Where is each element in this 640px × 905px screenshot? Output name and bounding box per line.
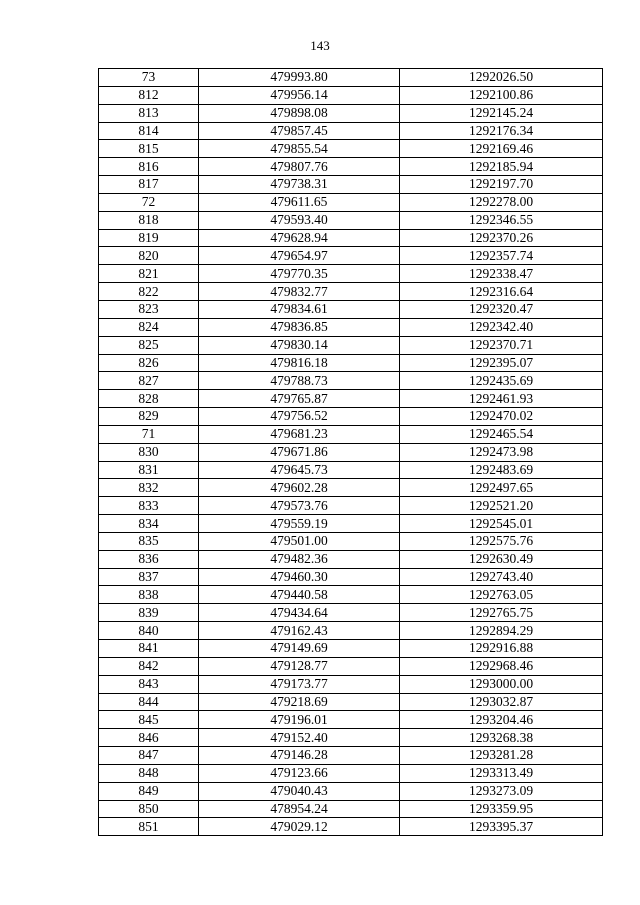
table-row — [99, 86, 603, 104]
y-coordinate-cell: 1292100.86 — [400, 86, 603, 104]
table-row — [99, 69, 603, 87]
x-coordinate-cell: 479460.30 — [199, 568, 400, 586]
y-coordinate-cell: 1292145.24 — [400, 104, 603, 122]
point-number-cell: 822 — [99, 283, 199, 301]
point-number-cell: 837 — [99, 568, 199, 586]
y-coordinate-cell: 1293204.46 — [400, 711, 603, 729]
table-row — [99, 497, 603, 515]
point-number-cell: 842 — [99, 657, 199, 675]
x-coordinate-cell: 479681.23 — [199, 425, 400, 443]
y-coordinate-cell: 1292575.76 — [400, 532, 603, 550]
point-number-cell: 814 — [99, 122, 199, 140]
x-coordinate-cell: 479434.64 — [199, 604, 400, 622]
x-coordinate-cell: 479756.52 — [199, 408, 400, 426]
table-row — [99, 300, 603, 318]
x-coordinate-cell: 479834.61 — [199, 300, 400, 318]
table-row — [99, 657, 603, 675]
x-coordinate-cell: 479993.80 — [199, 69, 400, 87]
table-row — [99, 800, 603, 818]
x-coordinate-cell: 479765.87 — [199, 390, 400, 408]
y-coordinate-cell: 1293000.00 — [400, 675, 603, 693]
y-coordinate-cell: 1292370.71 — [400, 336, 603, 354]
table-row — [99, 622, 603, 640]
x-coordinate-cell: 479128.77 — [199, 657, 400, 675]
y-coordinate-cell: 1292521.20 — [400, 497, 603, 515]
y-coordinate-cell: 1292176.34 — [400, 122, 603, 140]
x-coordinate-cell: 479645.73 — [199, 461, 400, 479]
y-coordinate-cell: 1292483.69 — [400, 461, 603, 479]
x-coordinate-cell: 479123.66 — [199, 764, 400, 782]
coordinates-table — [98, 68, 603, 836]
y-coordinate-cell: 1292346.55 — [400, 211, 603, 229]
point-number-cell: 72 — [99, 193, 199, 211]
y-coordinate-cell: 1293268.38 — [400, 729, 603, 747]
x-coordinate-cell: 479855.54 — [199, 140, 400, 158]
y-coordinate-cell: 1293395.37 — [400, 818, 603, 836]
y-coordinate-cell: 1292968.46 — [400, 657, 603, 675]
y-coordinate-cell: 1293032.87 — [400, 693, 603, 711]
point-number-cell: 850 — [99, 800, 199, 818]
y-coordinate-cell: 1293359.95 — [400, 800, 603, 818]
table-row — [99, 408, 603, 426]
x-coordinate-cell: 479152.40 — [199, 729, 400, 747]
table-row — [99, 818, 603, 836]
y-coordinate-cell: 1292435.69 — [400, 372, 603, 390]
point-number-cell: 820 — [99, 247, 199, 265]
x-coordinate-cell: 479770.35 — [199, 265, 400, 283]
x-coordinate-cell: 479149.69 — [199, 640, 400, 658]
y-coordinate-cell: 1292026.50 — [400, 69, 603, 87]
x-coordinate-cell: 479559.19 — [199, 515, 400, 533]
table-row — [99, 479, 603, 497]
point-number-cell: 821 — [99, 265, 199, 283]
point-number-cell: 819 — [99, 229, 199, 247]
y-coordinate-cell: 1292370.26 — [400, 229, 603, 247]
point-number-cell: 848 — [99, 764, 199, 782]
table-row — [99, 265, 603, 283]
x-coordinate-cell: 479573.76 — [199, 497, 400, 515]
table-row — [99, 176, 603, 194]
point-number-cell: 843 — [99, 675, 199, 693]
table-row — [99, 229, 603, 247]
point-number-cell: 846 — [99, 729, 199, 747]
point-number-cell: 830 — [99, 443, 199, 461]
table-row — [99, 747, 603, 765]
x-coordinate-cell: 479593.40 — [199, 211, 400, 229]
point-number-cell: 832 — [99, 479, 199, 497]
x-coordinate-cell: 479816.18 — [199, 354, 400, 372]
y-coordinate-cell: 1292763.05 — [400, 586, 603, 604]
point-number-cell: 839 — [99, 604, 199, 622]
x-coordinate-cell: 479029.12 — [199, 818, 400, 836]
point-number-cell: 73 — [99, 69, 199, 87]
y-coordinate-cell: 1292630.49 — [400, 550, 603, 568]
table-row — [99, 693, 603, 711]
table-row — [99, 782, 603, 800]
point-number-cell: 817 — [99, 176, 199, 194]
x-coordinate-cell: 479162.43 — [199, 622, 400, 640]
point-number-cell: 831 — [99, 461, 199, 479]
table-row — [99, 283, 603, 301]
point-number-cell: 833 — [99, 497, 199, 515]
point-number-cell: 844 — [99, 693, 199, 711]
point-number-cell: 815 — [99, 140, 199, 158]
x-coordinate-cell: 479040.43 — [199, 782, 400, 800]
table-row — [99, 764, 603, 782]
point-number-cell: 841 — [99, 640, 199, 658]
y-coordinate-cell: 1292185.94 — [400, 158, 603, 176]
x-coordinate-cell: 479628.94 — [199, 229, 400, 247]
x-coordinate-cell: 479501.00 — [199, 532, 400, 550]
point-number-cell: 71 — [99, 425, 199, 443]
coordinates-table-body — [99, 69, 603, 836]
table-row — [99, 711, 603, 729]
x-coordinate-cell: 479832.77 — [199, 283, 400, 301]
x-coordinate-cell: 479830.14 — [199, 336, 400, 354]
point-number-cell: 838 — [99, 586, 199, 604]
table-row — [99, 122, 603, 140]
table-row — [99, 211, 603, 229]
table-row — [99, 550, 603, 568]
table-row — [99, 568, 603, 586]
point-number-cell: 813 — [99, 104, 199, 122]
y-coordinate-cell: 1292545.01 — [400, 515, 603, 533]
y-coordinate-cell: 1293273.09 — [400, 782, 603, 800]
table-row — [99, 104, 603, 122]
x-coordinate-cell: 479146.28 — [199, 747, 400, 765]
y-coordinate-cell: 1293313.49 — [400, 764, 603, 782]
y-coordinate-cell: 1292320.47 — [400, 300, 603, 318]
point-number-cell: 812 — [99, 86, 199, 104]
y-coordinate-cell: 1293281.28 — [400, 747, 603, 765]
table-row — [99, 729, 603, 747]
point-number-cell: 827 — [99, 372, 199, 390]
x-coordinate-cell: 479654.97 — [199, 247, 400, 265]
table-row — [99, 158, 603, 176]
table-row — [99, 318, 603, 336]
point-number-cell: 847 — [99, 747, 199, 765]
y-coordinate-cell: 1292278.00 — [400, 193, 603, 211]
table-row — [99, 461, 603, 479]
y-coordinate-cell: 1292338.47 — [400, 265, 603, 283]
point-number-cell: 818 — [99, 211, 199, 229]
table-row — [99, 515, 603, 533]
x-coordinate-cell: 479807.76 — [199, 158, 400, 176]
point-number-cell: 836 — [99, 550, 199, 568]
x-coordinate-cell: 479611.65 — [199, 193, 400, 211]
y-coordinate-cell: 1292916.88 — [400, 640, 603, 658]
x-coordinate-cell: 479602.28 — [199, 479, 400, 497]
x-coordinate-cell: 479196.01 — [199, 711, 400, 729]
page-number: 143 — [310, 38, 330, 53]
y-coordinate-cell: 1292465.54 — [400, 425, 603, 443]
point-number-cell: 834 — [99, 515, 199, 533]
table-row — [99, 532, 603, 550]
table-row — [99, 425, 603, 443]
point-number-cell: 823 — [99, 300, 199, 318]
table-row — [99, 443, 603, 461]
y-coordinate-cell: 1292743.40 — [400, 568, 603, 586]
x-coordinate-cell: 479218.69 — [199, 693, 400, 711]
x-coordinate-cell: 479173.77 — [199, 675, 400, 693]
y-coordinate-cell: 1292169.46 — [400, 140, 603, 158]
x-coordinate-cell: 479738.31 — [199, 176, 400, 194]
point-number-cell: 845 — [99, 711, 199, 729]
y-coordinate-cell: 1292461.93 — [400, 390, 603, 408]
y-coordinate-cell: 1292765.75 — [400, 604, 603, 622]
x-coordinate-cell: 479857.45 — [199, 122, 400, 140]
x-coordinate-cell: 479440.58 — [199, 586, 400, 604]
point-number-cell: 825 — [99, 336, 199, 354]
point-number-cell: 816 — [99, 158, 199, 176]
x-coordinate-cell: 479956.14 — [199, 86, 400, 104]
x-coordinate-cell: 479482.36 — [199, 550, 400, 568]
table-row — [99, 336, 603, 354]
table-row — [99, 247, 603, 265]
table-row — [99, 604, 603, 622]
table-row — [99, 354, 603, 372]
y-coordinate-cell: 1292497.65 — [400, 479, 603, 497]
y-coordinate-cell: 1292342.40 — [400, 318, 603, 336]
y-coordinate-cell: 1292316.64 — [400, 283, 603, 301]
point-number-cell: 849 — [99, 782, 199, 800]
x-coordinate-cell: 478954.24 — [199, 800, 400, 818]
x-coordinate-cell: 479788.73 — [199, 372, 400, 390]
y-coordinate-cell: 1292357.74 — [400, 247, 603, 265]
point-number-cell: 835 — [99, 532, 199, 550]
y-coordinate-cell: 1292470.02 — [400, 408, 603, 426]
y-coordinate-cell: 1292894.29 — [400, 622, 603, 640]
y-coordinate-cell: 1292473.98 — [400, 443, 603, 461]
y-coordinate-cell: 1292197.70 — [400, 176, 603, 194]
point-number-cell: 824 — [99, 318, 199, 336]
table-row — [99, 675, 603, 693]
point-number-cell: 851 — [99, 818, 199, 836]
x-coordinate-cell: 479898.08 — [199, 104, 400, 122]
point-number-cell: 840 — [99, 622, 199, 640]
table-row — [99, 372, 603, 390]
table-row — [99, 193, 603, 211]
x-coordinate-cell: 479671.86 — [199, 443, 400, 461]
y-coordinate-cell: 1292395.07 — [400, 354, 603, 372]
table-row — [99, 586, 603, 604]
point-number-cell: 826 — [99, 354, 199, 372]
table-row — [99, 390, 603, 408]
table-row — [99, 140, 603, 158]
point-number-cell: 828 — [99, 390, 199, 408]
point-number-cell: 829 — [99, 408, 199, 426]
x-coordinate-cell: 479836.85 — [199, 318, 400, 336]
table-row — [99, 640, 603, 658]
